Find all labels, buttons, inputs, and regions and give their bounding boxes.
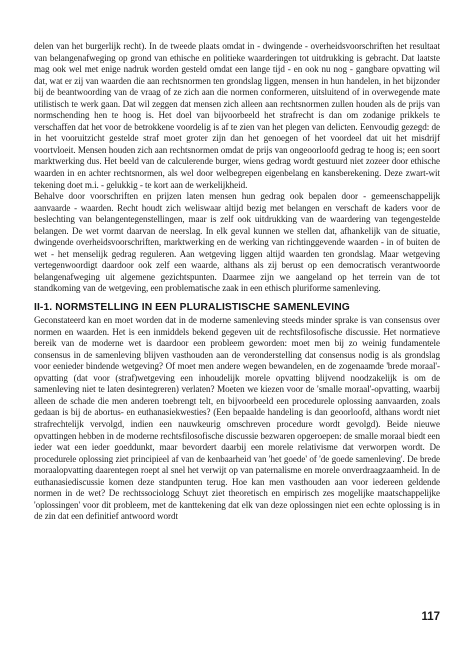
body-paragraph: Geconstateerd kan en moet worden dat in de moderne samenleving steeds minder sprake is van consensus over normen en waarden. Het is een inmiddels bekend gegeven uit de rechtsfilosofische discussie. Het normatieve bereik van de moderne wet is daardoor een probleem geworden: moet men bij zo weinig fundamentele consensus in de samenleving blijven vasthouden aan de veronderstelling dat consensus nodig is als grondslag voor eenieder bindende wetgeving? Of moet men andere wegen bewandelen, en de zogenaamde 'brede moraal'-opvatting (dat voor (straf)wetgeving een inhoudelijk morele opvatting blijvend noodzakelijk is om de samenleving niet te laten desintegreren) verlaten? Moeten we kiezen voor de 'smalle moraal'-opvatting, waarbij alleen de schade die men anderen toebrengt telt, en bijvoorbeeld een procedurele oplossing aanvaarden, zoals gedaan is bij de abortus- en euthanasiekwesties? (Een bepaalde handeling is dan geoorloofd, althans wordt niet strafrechtelijk vervolgd, indien een nauwkeurig omschreven procedure wordt gevolgd). Beide nieuwe opvattingen hebben in de moderne rechtsfilosofische discussie bezwaren opgeroepen: de smalle moraal biedt een ieder wat een ieder goeddunkt, maar bevordert daarbij een morele relativisme dat verworpen wordt. De procedurele oplossing ziet principieel af van de kenbaarheid van 'het goede' of 'de goede samenleving'. De brede moraalopvatting daarentegen roept al snel het verwijt op van paternalisme en morele onverdraagzaamheid. In de euthanasiediscussie komen deze standpunten terug. Hoe kan men vasthouden aan voor iedereen geldende normen in de wet? De rechtssociologg Schuyt ziet theoretisch en empirisch zes mogelijke maatschappelijke 'oplossingen' voor dit probleem, met de kanttekening dat elk van deze oplossingen niet een echte oplossing is in de zin dat een definitief antwoord wordt	[34, 315, 440, 522]
body-paragraph: Behalve door voorschriften en prijzen laten mensen hun gedrag ook bepalen door - gemeenschappelijk aanvaarde - waarden. Recht houdt zich weliswaar altijd bezig met belangen en verschaft de kaders voor de beslechting van belangentegenstellingen, maar is zelf ook uitdrukking van de waardering van tegengestelde belangen. De wet vormt daarvan de neerslag. In elk geval kunnen we stellen dat, afhankelijk van de situatie, dwingende overheidsvoorschriften, marktwerking en de werking van richtinggevende waarden - in of buiten de wet - het menselijk gedrag reguleren. Aan wetgeving liggen altijd waarden ten grondslag. Maar wetgeving vertegenwoordigt daardoor ook zelf een waarde, althans als zij berust op een democratisch verantwoorde belangenafweging uit algemene gezichtspunten. Daarmee zijn we aangeland op het terrein van de tot standkoming van de wetgeving, een problematische zaak in een ethisch pluriforme samenleving.	[34, 191, 440, 294]
body-paragraph: delen van het burgerlijk recht). In de tweede plaats omdat in - dwingende - overheidsvoorschriften het resultaat van belangenafweging op grond van ethische en politieke waarderingen tot uitdrukking is gebracht. Dat laatste mag ook wel met enige nadruk worden gesteld omdat een lange tijd - en ook nu nog - gangbare opvatting wil dat, wat er zij van waarden die aan rechtsnormen ten grondslag liggen, mensen in hun handelen, in het bijzonder bij de beantwoording van de vraag of ze zich aan die normen conformeren, uitsluitend of in overwegende mate utilistisch te werk gaan. Dat wil zeggen dat mensen zich alleen aan rechtsnormen zullen houden als de prijs van normschending hen te hoog is. Het doel van bijvoorbeeld het strafrecht is dan om zodanige prikkels te verschaffen dat het voor de betrokkene voordelig is af te zien van het plegen van delicten. Eenvoudig gezegd: de in het vooruitzicht gestelde straf moet groter zijn dan het genoegen of het voordeel dat uit het misdrijf voortvloeit. Mensen houden zich aan rechtsnormen omdat de prijs van ongeoorloofd gedrag te hoog is; een soort marktwerking dus. Het beeld van de calculerende burger, wiens gedrag wordt gestuurd niet zozeer door ethische waarden in en achter rechtsnormen, als wel door welbegrepen eigenbelang en kansberekening. Deze zwart-wit tekening doet m.i. - gelukkig - te kort aan de werkelijkheid.	[34, 41, 440, 190]
page-number: 117	[421, 611, 440, 623]
section-heading: II-1. NORMSTELLING IN EEN PLURALISTISCHE SAMENLEVING	[34, 302, 350, 314]
